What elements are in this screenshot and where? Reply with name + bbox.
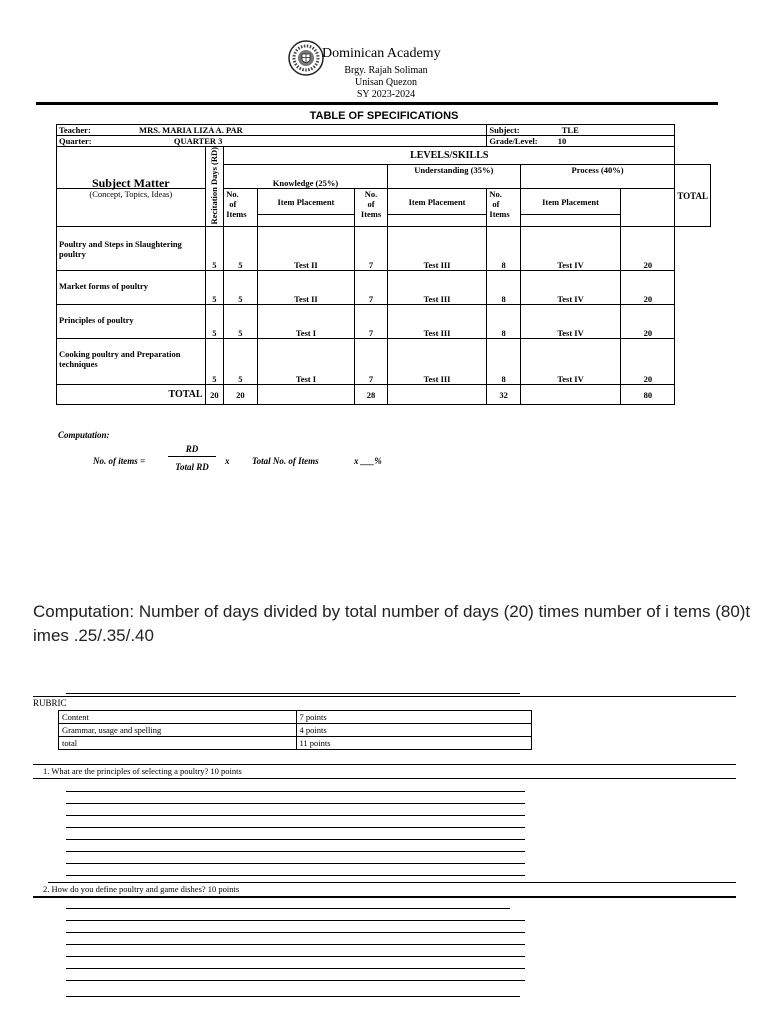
table-row xyxy=(57,227,711,271)
table-row xyxy=(59,711,532,724)
process-placement-cell: Test IV xyxy=(520,271,621,305)
answer-line xyxy=(66,815,525,816)
knowledge-items-cell: 5 xyxy=(224,271,257,305)
knowledge-heading: Knowledge (25%) xyxy=(224,165,388,189)
specifications-table xyxy=(56,124,711,405)
answer-line xyxy=(66,839,525,840)
row-total-cell: 20 xyxy=(621,227,675,271)
knowledge-item-placement: Item Placement xyxy=(257,189,355,215)
rd-cell: 5 xyxy=(205,227,224,271)
topic-cell: Cooking poultry and Preparation techniques xyxy=(57,339,206,385)
knowledge-items-cell: 5 xyxy=(224,305,257,339)
divider-line xyxy=(33,764,736,765)
total-understanding-items: 28 xyxy=(355,385,387,405)
understanding-placement-cell: Test III xyxy=(387,305,487,339)
total-heading: TOTAL xyxy=(675,165,711,227)
topic-cell: Market forms of poultry xyxy=(57,271,206,305)
process-item-placement: Item Placement xyxy=(520,189,621,215)
answer-line xyxy=(66,863,525,864)
answer-line xyxy=(66,932,525,933)
understanding-placement-cell: Test III xyxy=(387,339,487,385)
address-line-2: Unisan Quezon xyxy=(355,77,417,88)
rubric-criterion: Content xyxy=(59,711,297,724)
teacher-label: Teacher: xyxy=(59,125,91,135)
rd-cell: 5 xyxy=(205,339,224,385)
subject-matter-subheading: (Concept, Topics, Ideas) xyxy=(57,189,206,227)
process-items-cell: 8 xyxy=(487,227,520,271)
rubric-table xyxy=(58,710,532,750)
process-heading: Process (40%) xyxy=(520,165,675,189)
formula-fraction xyxy=(168,444,216,472)
grade-value: 10 xyxy=(557,136,567,146)
divider-line xyxy=(66,693,520,694)
rubric-criterion: Grammar, usage and spelling xyxy=(59,724,297,737)
computation-label: Computation: xyxy=(58,430,110,440)
subject-value: TLE xyxy=(561,125,579,135)
divider-line xyxy=(33,778,736,779)
tos-title: TABLE OF SPECIFICATIONS xyxy=(309,110,459,122)
answer-line xyxy=(66,980,525,981)
grand-total: 80 xyxy=(621,385,675,405)
computation-explanation: Computation: Number of days divided by total number of days (20) times number of i tems (80)times .25/.35/.40 xyxy=(33,602,751,645)
blank-cell xyxy=(520,215,621,227)
rd-cell: 5 xyxy=(205,271,224,305)
understanding-items-cell: 7 xyxy=(355,271,387,305)
answer-line xyxy=(66,908,510,909)
process-placement-cell: Test IV xyxy=(520,227,621,271)
formula-times-2: x ___% xyxy=(354,456,382,466)
blank-cell xyxy=(387,385,487,405)
formula-numerator: RD xyxy=(168,444,216,457)
quarter-cell xyxy=(57,136,487,147)
subject-cell xyxy=(487,125,675,136)
rubric-points: 7 points xyxy=(296,711,532,724)
divider-line xyxy=(48,882,736,883)
row-total-cell: 20 xyxy=(621,339,675,385)
process-items-cell: 8 xyxy=(487,305,520,339)
formula-denominator: Total RD xyxy=(175,462,209,472)
answer-line xyxy=(66,956,525,957)
quarter-label: Quarter: xyxy=(59,136,92,146)
school-name: Dominican Academy xyxy=(322,46,441,61)
knowledge-no-of-items: No. of Items xyxy=(224,189,257,227)
question-1: 1. What are the principles of selecting a poultry? 10 points xyxy=(43,766,242,776)
answer-line xyxy=(66,996,520,997)
answer-line xyxy=(66,827,525,828)
divider-line xyxy=(33,696,736,697)
rubric-points: 11 points xyxy=(296,737,532,750)
total-row xyxy=(57,385,711,405)
divider-line xyxy=(33,896,736,898)
knowledge-items-cell: 5 xyxy=(224,339,257,385)
teacher-cell xyxy=(57,125,487,136)
rubric-title: RUBRIC xyxy=(33,698,67,708)
grade-cell xyxy=(487,136,675,147)
process-placement-cell: Test IV xyxy=(520,339,621,385)
rubric-criterion: total xyxy=(59,737,297,750)
formula-times-1: x xyxy=(225,456,230,466)
question-2: 2. How do you define poultry and game dishes? 10 points xyxy=(43,884,240,894)
table-row xyxy=(57,339,711,385)
answer-line xyxy=(66,920,525,921)
table-row xyxy=(57,305,711,339)
total-knowledge-items: 20 xyxy=(224,385,257,405)
blank-cell xyxy=(257,385,355,405)
blank-cell xyxy=(387,215,487,227)
table-row xyxy=(59,724,532,737)
topic-cell: Principles of poultry xyxy=(57,305,206,339)
understanding-items-cell: 7 xyxy=(355,305,387,339)
school-year: SY 2023-2024 xyxy=(356,89,416,100)
quarter-value: QUARTER 3 xyxy=(173,136,223,146)
table-row xyxy=(57,271,711,305)
formula-total-items: Total No. of Items xyxy=(252,456,319,466)
knowledge-placement-cell: Test I xyxy=(257,305,355,339)
total-rd: 20 xyxy=(205,385,224,405)
understanding-items-cell: 7 xyxy=(355,227,387,271)
levels-skills-heading: LEVELS/SKILLS xyxy=(224,147,675,165)
address-line-1: Brgy. Rajah Soliman xyxy=(344,65,428,76)
knowledge-items-cell: 5 xyxy=(224,227,257,271)
process-placement-cell: Test IV xyxy=(520,305,621,339)
table-row xyxy=(59,737,532,750)
knowledge-placement-cell: Test I xyxy=(257,339,355,385)
formula-lhs: No. of items = xyxy=(93,456,146,466)
recitation-days-heading: Recitation Days (RD) xyxy=(205,147,224,227)
understanding-placement-cell: Test III xyxy=(387,271,487,305)
total-process-items: 32 xyxy=(487,385,520,405)
answer-line xyxy=(66,803,525,804)
rubric-points: 4 points xyxy=(296,724,532,737)
row-total-cell: 20 xyxy=(621,271,675,305)
row-total-cell: 20 xyxy=(621,305,675,339)
knowledge-placement-cell: Test II xyxy=(257,271,355,305)
process-no-of-items: No. of Items xyxy=(487,189,520,227)
subject-label: Subject: xyxy=(489,125,520,135)
topic-cell: Poultry and Steps in Slaughtering poultry xyxy=(57,227,206,271)
understanding-items-cell: 7 xyxy=(355,339,387,385)
blank-cell xyxy=(257,215,355,227)
rd-cell: 5 xyxy=(205,305,224,339)
answer-line xyxy=(66,944,525,945)
total-label: TOTAL xyxy=(57,385,206,405)
understanding-placement-cell: Test III xyxy=(387,227,487,271)
process-items-cell: 8 xyxy=(487,271,520,305)
answer-line xyxy=(66,791,525,792)
understanding-no-of-items: No. of Items xyxy=(355,189,387,227)
understanding-heading: Understanding (35%) xyxy=(387,165,520,189)
knowledge-placement-cell: Test II xyxy=(257,227,355,271)
grade-label: Grade/Level: xyxy=(489,136,538,146)
blank-cell xyxy=(520,385,621,405)
process-items-cell: 8 xyxy=(487,339,520,385)
answer-line xyxy=(66,851,525,852)
subject-matter-heading: Subject Matter xyxy=(57,147,206,189)
answer-line xyxy=(66,968,525,969)
header-divider xyxy=(36,102,718,105)
understanding-item-placement: Item Placement xyxy=(387,189,487,215)
answer-line xyxy=(66,875,525,876)
teacher-value: MRS. MARIA LIZA A. PAR xyxy=(139,125,243,135)
